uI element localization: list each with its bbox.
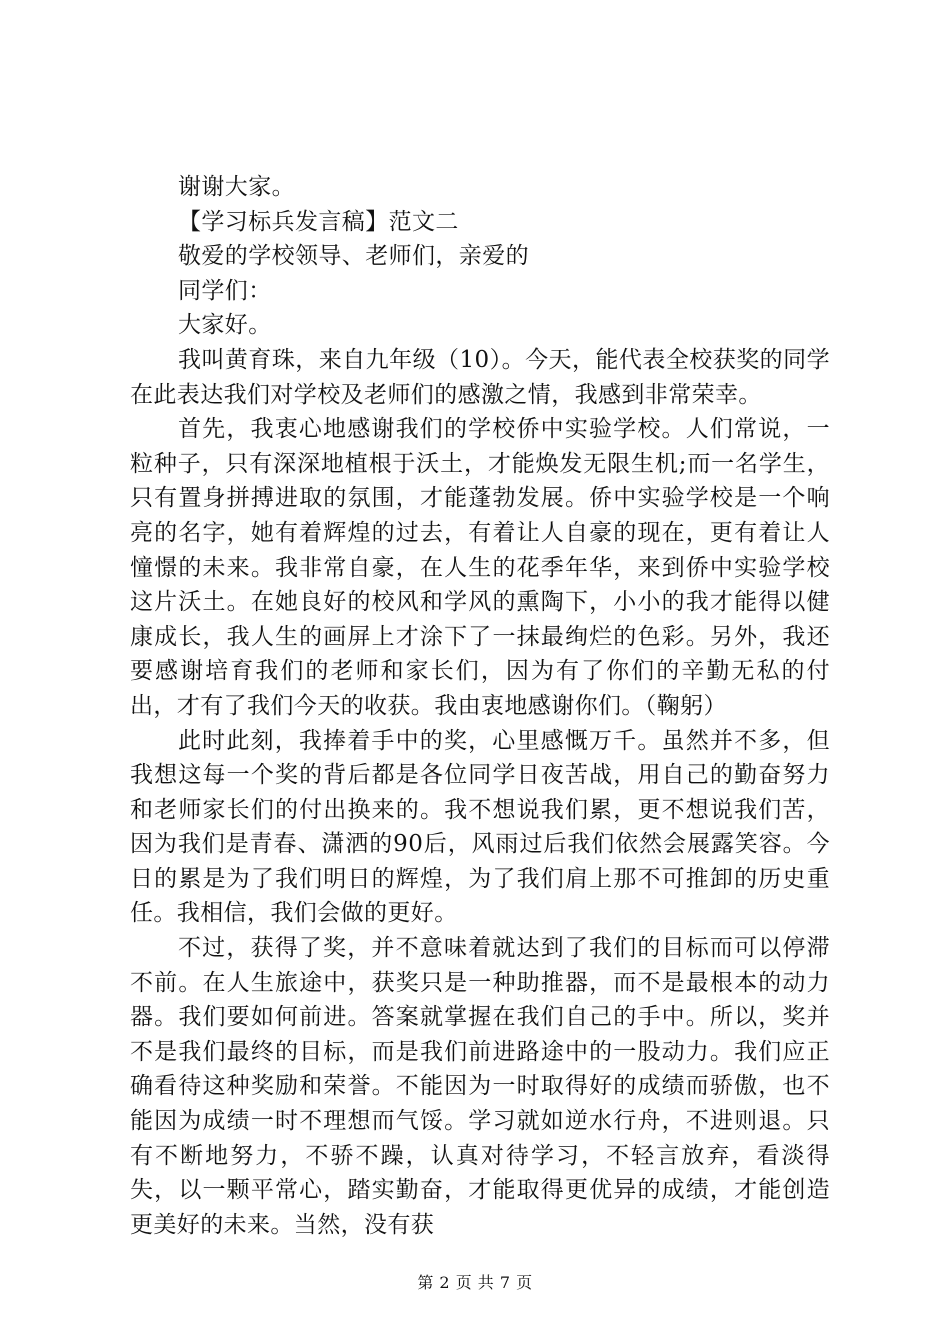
closing-line: 谢谢大家。 [178,174,295,200]
section-heading: 【学习标兵发言稿】范文二 [178,208,459,235]
salutation-line-continued: 同学们： [178,277,272,304]
salutation-line: 敬爱的学校领导、老师们，亲爱的 [178,243,529,270]
paragraph-introduction: 我叫黄育珠，来自九年级（10）。今天，能代表全校获奖的同学在此表达我们对学校及老师们的感激之情，我感到非常荣幸。 [130,346,830,408]
document-body [130,170,830,1242]
page-number-footer: 第 2 页 共 7 页 [417,1273,533,1292]
paragraph-goals: 不过，获得了奖，并不意味着就达到了我们的目标而可以停滞不前。在人生旅途中，获奖只是一种助推器，而不是最根本的动力器。我们要如何前进。答案就掌握在我们自己的手中。所以，奖并不是我们最终的目标，而是我们前进路途中的一股动力。我们应正确看待这种奖励和荣誉。不能因为一时取得好的成绩而骄傲，也不能因为成绩一时不理想而气馁。学习就如逆水行舟，不进则退。只有不断地努力，不骄不躁，认真对待学习，不轻言放弃，看淡得失，以一颗平常心，踏实勤奋，才能取得更优异的成绩，才能创造更美好的未来。当然，没有获 [130,935,830,1238]
paragraph-thanks: 首先，我衷心地感谢我们的学校侨中实验学校。人们常说，一粒种子，只有深深地植根于沃土，才能焕发无限生机;而一名学生，只有置身拼搏进取的氛围，才能蓬勃发展。侨中实验学校是一个响亮的名字，她有着辉煌的过去，有着让人自豪的现在，更有着让人憧憬的未来。我非常自豪，在人生的花季年华，来到侨中实验学校这片沃土。在她良好的校风和学风的熏陶下，小小的我才能得以健康成长，我人生的画屏上才涂下了一抹最绚烂的色彩。另外，我还要感谢培育我们的老师和家长们，因为有了你们的辛勤无私的付出，才有了我们今天的收获。我由衷地感谢你们。（鞠躬） [130,416,830,719]
greeting-line: 大家好。 [178,312,272,339]
paragraph-reflection: 此时此刻，我捧着手中的奖，心里感慨万千。虽然并不多，但我想这每一个奖的背后都是各位同学日夜苦战，用自己的勤奋努力和老师家长们的付出换来的。我不想说我们累，更不想说我们苦，因为我们是青春、潇洒的90后，风雨过后我们依然会展露笑容。今日的累是为了我们明日的辉煌，为了我们肩上那不可推卸的历史重任。我相信，我们会做的更好。 [130,727,830,927]
